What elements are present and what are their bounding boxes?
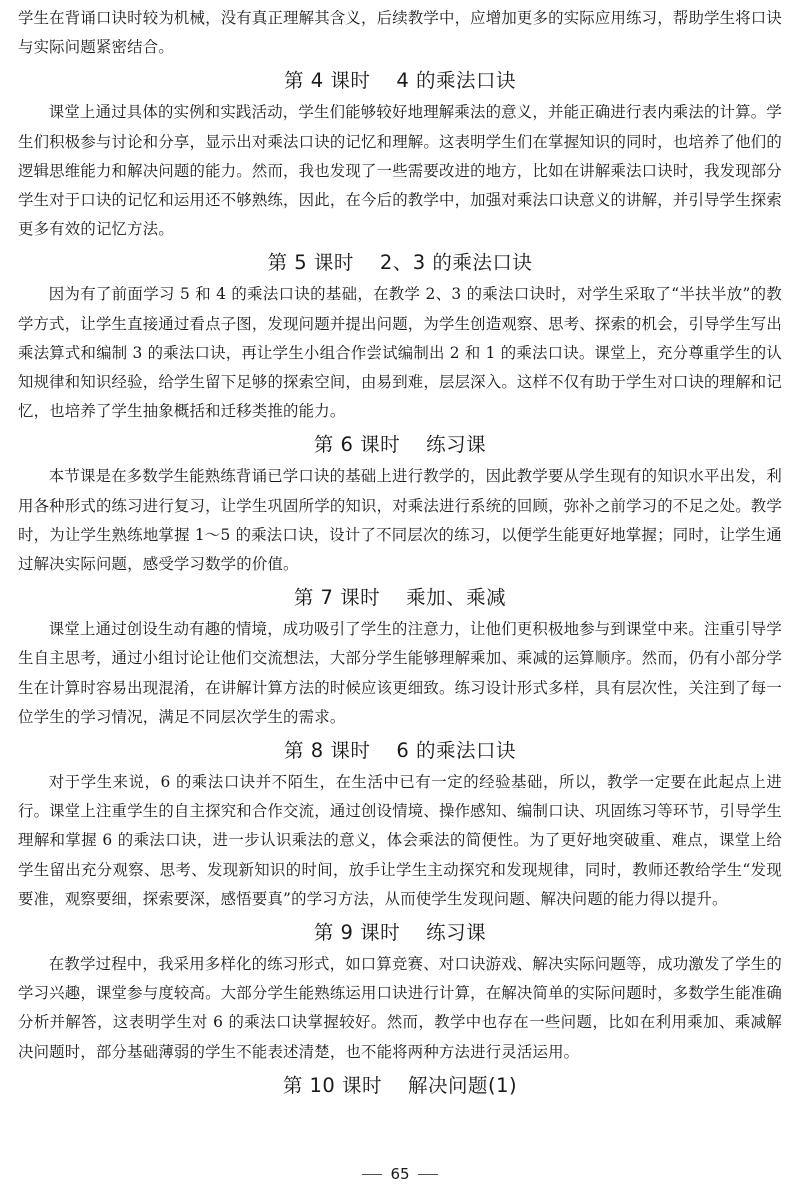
section-body-lesson-8: 对于学生来说，6 的乘法口诀并不陌生，在生活中已有一定的经验基础，所以，教学一定要在此起点上进行。课堂上注重学生的自主探究和合作交流，通过创设情境、操作感知、编制口诀、巩固练习等环节，引导学生理解和掌握 6 的乘法口诀，进一步认识乘法的意义，体会乘法的简便性。为了更好地突破重、难点，课堂上给学生留出充分观察、思考、发现新知识的时间，放手让学生主动探究和发现规律，同时，教师还教给学生“发现要准，观察要细，探索要深，感悟要真”的学习方法，从而使学生发现问题、解决问题的能力得以提升。 bbox=[18, 773, 782, 908]
lesson-topic: 4 的乘法口诀 bbox=[396, 69, 516, 93]
section-body-lesson-9: 在教学过程中，我采用多样化的练习形式，如口算竞赛、对口诀游戏、解决实际问题等，成功激发了学生的学习兴趣，课堂参与度较高。大部分学生能熟练运用口诀进行计算，在解决简单的实际问题时，多数学生能准确分析并解答，这表明学生对 6 的乘法口诀掌握较好。然而，教学中也存在一些问题，比如在利用乘加、乘减解决问题时，部分基础薄弱的学生不能表述清楚，也不能将两种方法进行灵活运用。 bbox=[18, 955, 782, 1061]
section-heading-lesson-5 bbox=[18, 248, 782, 278]
footer-rule-left bbox=[362, 1174, 382, 1175]
lesson-topic: 6 的乘法口诀 bbox=[396, 739, 516, 763]
section-body-lesson-4: 课堂上通过具体的实例和实践活动，学生们能够较好地理解乘法的意义，并能正确进行表内乘法的计算。学生们积极参与讨论和分享，显示出对乘法口诀的记忆和理解。这表明学生们在掌握知识的同时，也培养了他们的逻辑思维能力和解决问题的能力。然而，我也发现了一些需要改进的地方，比如在讲解乘法口诀时，我发现部分学生对于口诀的记忆和运用还不够熟练，因此，在今后的教学中，加强对乘法口诀意义的讲解，并引导学生探索更多有效的记忆方法。 bbox=[18, 103, 782, 239]
lesson-topic: 练习课 bbox=[426, 921, 487, 945]
footer-rule-right bbox=[418, 1174, 438, 1175]
section-body-lesson-5: 因为有了前面学习 5 和 4 的乘法口诀的基础，在教学 2、3 的乘法口诀时，对学生采取了“半扶半放”的教学方式，让学生直接通过看点子图，发现问题并提出问题，为学生创造观察、思考、探索的机会，引导学生写出乘法算式和编制 3 的乘法口诀，再让学生小组合作尝试编制出 2 和 1 的乘法口诀。课堂上，充分尊重学生的认知规律和知识经验，给学生留下足够的探索空间，由易到难，层层深入。这样不仅有助于学生对口诀的理解和记忆，也培养了学生抽象概括和迁移类推的能力。 bbox=[18, 285, 782, 421]
page-number: 65 bbox=[390, 1165, 410, 1183]
lesson-number: 第 8 课时 bbox=[284, 739, 371, 763]
lesson-topic: 乘加、乘减 bbox=[406, 586, 507, 610]
lesson-topic: 练习课 bbox=[426, 433, 487, 457]
page-footer bbox=[0, 1165, 800, 1183]
section-heading-lesson-7 bbox=[18, 583, 782, 613]
lesson-number: 第 7 课时 bbox=[293, 586, 381, 610]
section-heading-lesson-6 bbox=[18, 430, 782, 460]
section-heading-lesson-8 bbox=[18, 736, 782, 766]
lesson-number: 第 4 课时 bbox=[284, 69, 371, 93]
lesson-number: 第 5 课时 bbox=[267, 251, 354, 275]
lesson-number: 第 9 课时 bbox=[313, 921, 401, 945]
section-body-lesson-6: 本节课是在多数学生能熟练背诵已学口诀的基础上进行教学的，因此教学要从学生现有的知识水平出发，利用各种形式的练习进行复习，让学生巩固所学的知识，对乘法进行系统的回顾，弥补之前学习的不足之处。教学时，为让学生熟练地掌握 1～5 的乘法口诀，设计了不同层次的练习，以便学生能更好地掌握；同时，让学生通过解决实际问题，感受学习数学的价值。 bbox=[18, 467, 782, 574]
lesson-number: 第 10 课时 bbox=[282, 1073, 383, 1097]
section-heading-lesson-4 bbox=[18, 66, 782, 96]
lesson-topic: 2、3 的乘法口诀 bbox=[379, 251, 533, 275]
section-heading-lesson-9 bbox=[18, 918, 782, 948]
intro-paragraph: 学生在背诵口诀时较为机械，没有真正理解其含义，后续教学中，应增加更多的实际应用练习，帮助学生将口诀与实际问题紧密结合。 bbox=[18, 9, 782, 57]
section-heading-lesson-10 bbox=[18, 1071, 782, 1101]
section-body-lesson-7: 课堂上通过创设生动有趣的情境，成功吸引了学生的注意力，让他们更积极地参与到课堂中来。注重引导学生自主思考，通过小组讨论让他们交流想法，大部分学生能够理解乘加、乘减的运算顺序。然而，仍有小部分学生在计算时容易出现混淆，在讲解计算方法的时候应该更细致。练习设计形式多样，具有层次性，关注到了每一位学生的学习情况，满足不同层次学生的需求。 bbox=[18, 620, 782, 726]
lesson-topic: 解决问题(1) bbox=[408, 1073, 518, 1097]
lesson-number: 第 6 课时 bbox=[313, 433, 401, 457]
